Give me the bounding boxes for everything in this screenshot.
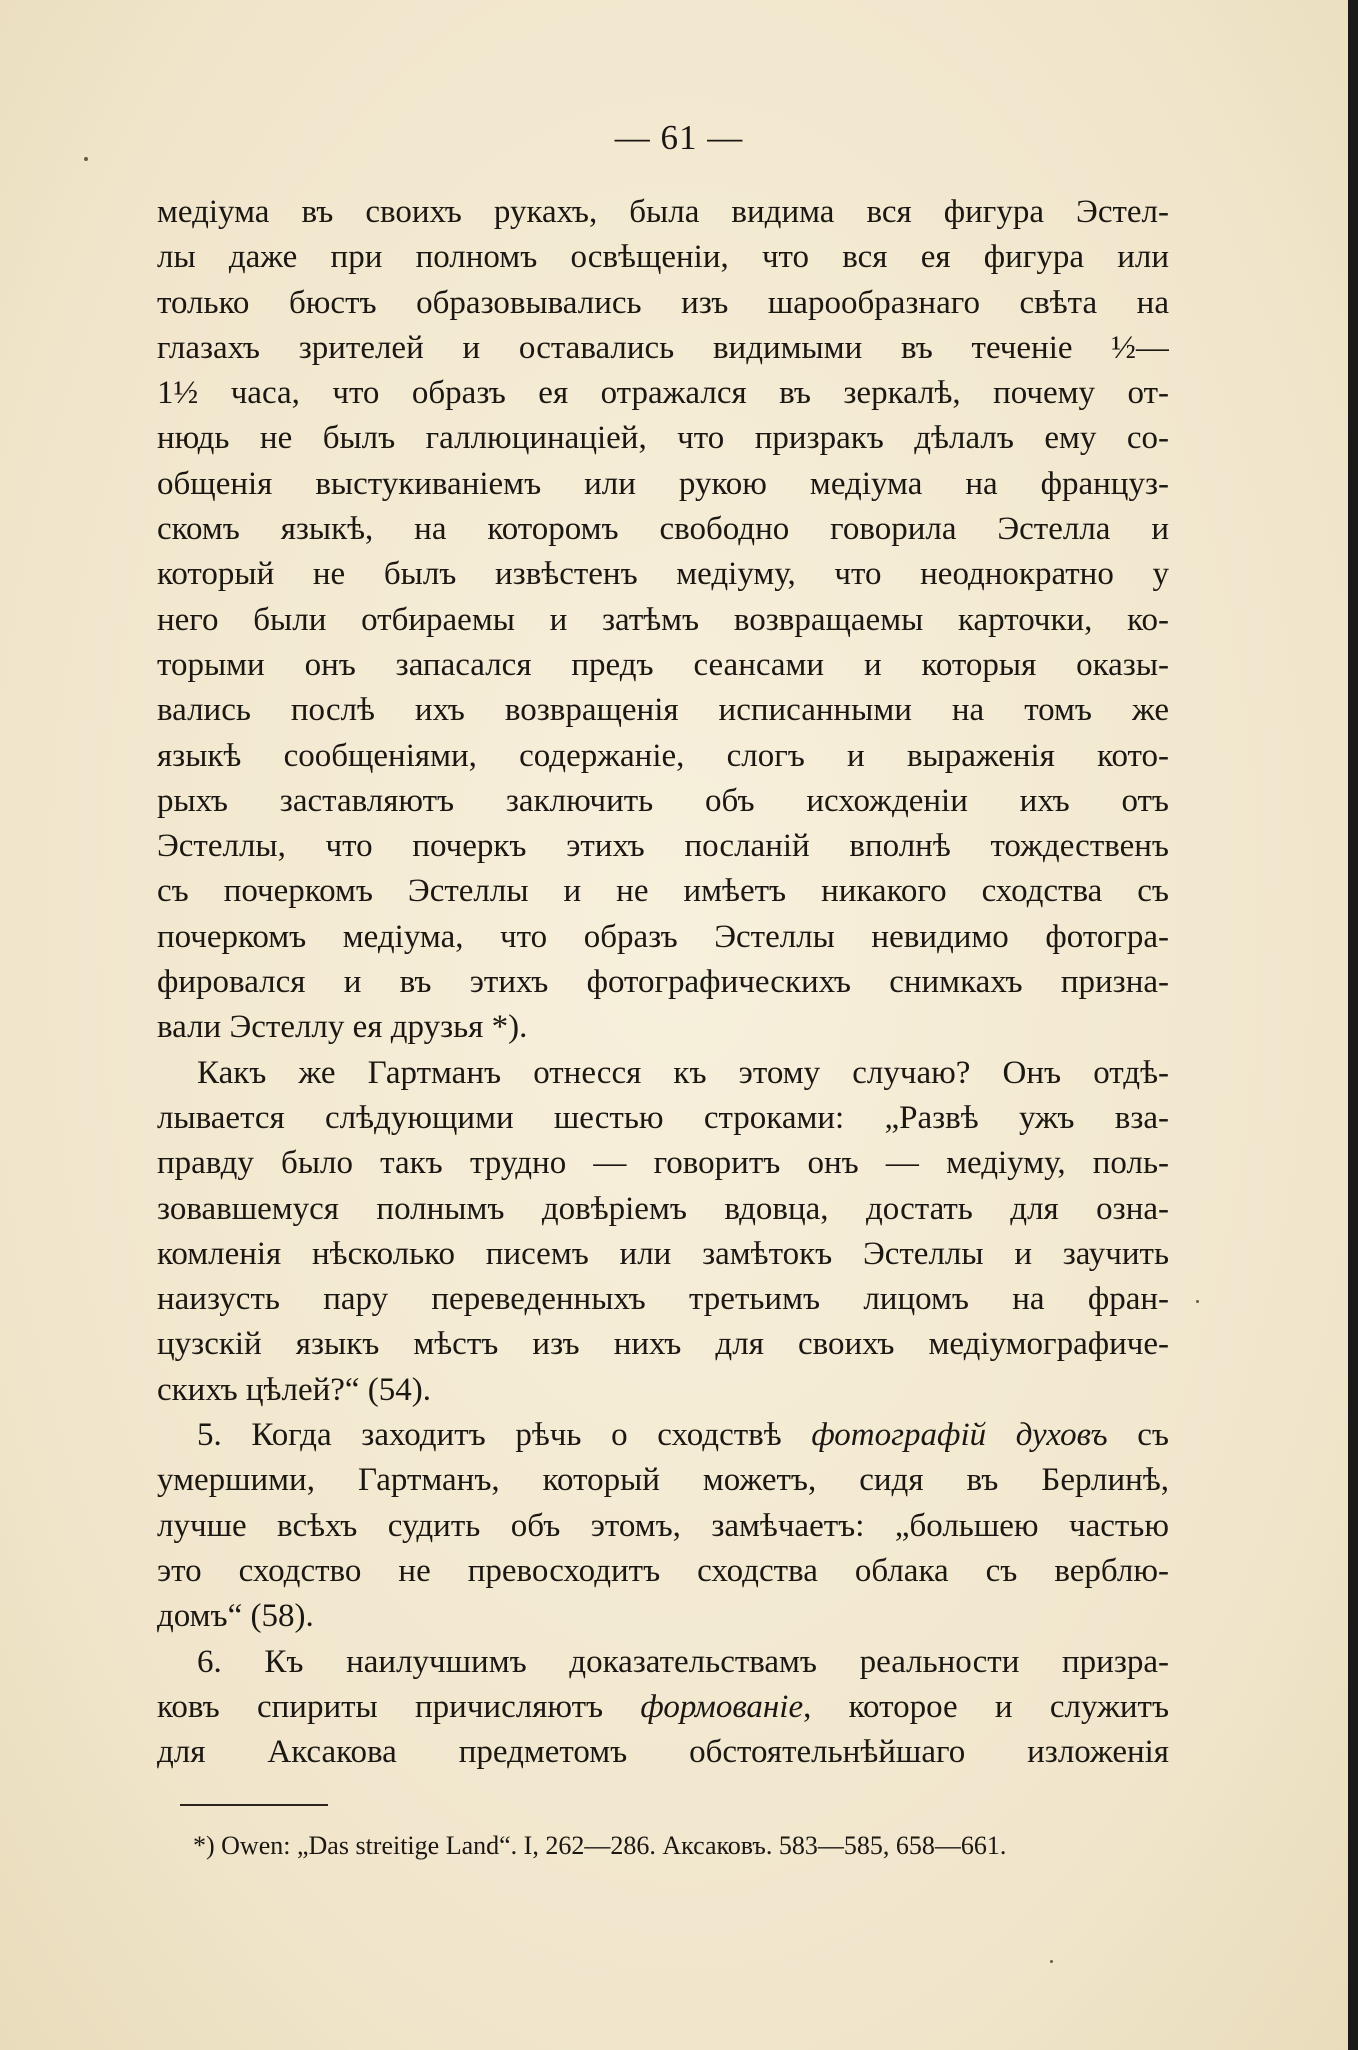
text-line: домъ“ (58). <box>157 1598 314 1635</box>
text-line <box>157 1685 1169 1730</box>
text-line: языкѣ сообщеніями, содержаніе, слогъ и выраженія кото- <box>157 737 1169 774</box>
text-line: скомъ языкѣ, на которомъ свободно говорила Эстелла и <box>157 511 1169 548</box>
text-line: общенія выстукиваніемъ или рукою медіума на француз- <box>157 465 1169 502</box>
text-line: нюдь не былъ галлюцинаціей, что призракъ дѣлалъ ему со- <box>157 420 1169 457</box>
scan-speck <box>1196 1300 1199 1303</box>
text-line: лучше всѣхъ судить объ этомъ, замѣчаетъ: „большею частью <box>157 1507 1169 1544</box>
page-number: — 61 — <box>614 118 744 157</box>
text-line: почеркомъ медіума, что образъ Эстеллы невидимо фотогра- <box>157 918 1169 955</box>
text-line: зовавшемуся полнымъ довѣріемъ вдовца, достать для озна- <box>157 1190 1169 1227</box>
text-line: рыхъ заставляютъ заключить объ исхожденіи ихъ отъ <box>157 782 1169 819</box>
text-segment: , которое и служитъ <box>803 1688 1169 1725</box>
text-line: скихъ цѣлей?“ (54). <box>157 1371 432 1408</box>
text-line: лывается слѣдующими шестью строками: „Развѣ ужъ вза- <box>157 1099 1169 1136</box>
text-line: цузскій языкъ мѣстъ изъ нихъ для своихъ медіумографиче- <box>157 1326 1169 1363</box>
text-line: торыми онъ запасался предъ сеансами и которыя оказы- <box>157 646 1169 683</box>
text-line <box>157 1413 1169 1458</box>
text-line: для Аксакова предметомъ обстоятельнѣйшаго изложенія <box>157 1734 1169 1771</box>
footnote-divider <box>180 1804 328 1806</box>
text-line: него были отбираемы и затѣмъ возвращаемы карточки, ко- <box>157 601 1169 638</box>
text-line: который не былъ извѣстенъ медіуму, что неоднократно у <box>157 556 1169 593</box>
text-line: только бюстъ образовывались изъ шарообразнаго свѣта на <box>157 284 1169 321</box>
scan-edge <box>1348 0 1358 2050</box>
text-line: Какъ же Гартманъ отнесся къ этому случаю? Онъ отдѣ- <box>197 1054 1169 1091</box>
text-line: наизусть пару переведенныхъ третьимъ лицомъ на фран- <box>157 1281 1169 1318</box>
text-line: комленія нѣсколько писемъ или замѣтокъ Эстеллы и заучить <box>157 1235 1169 1272</box>
text-line: это сходство не превосходитъ сходства облака съ верблю- <box>157 1552 1169 1589</box>
italic-term: фотографій духовъ <box>811 1417 1108 1454</box>
text-line: 1½ часа, что образъ ея отражался въ зеркалѣ, почему от- <box>157 375 1169 412</box>
text-line: Эстеллы, что почеркъ этихъ посланій вполнѣ тождественъ <box>157 828 1169 865</box>
text-line: 6. Къ наилучшимъ доказательствамъ реальности призра- <box>197 1643 1169 1680</box>
scan-speck <box>1050 1960 1053 1963</box>
footnote: *) Owen: „Das streitige Land“. I, 262—286. Аксаковъ. 583—585, 658—661. <box>193 1831 1007 1860</box>
text-line: глазахъ зрителей и оставались видимыми въ теченіе ½— <box>157 329 1169 366</box>
scan-speck <box>84 157 88 161</box>
text-segment: съ <box>1107 1417 1169 1454</box>
text-segment: ковъ спириты причисляютъ <box>157 1688 604 1725</box>
text-line: умершими, Гартманъ, который можетъ, сидя въ Берлинѣ, <box>157 1462 1169 1499</box>
text-line: лы даже при полномъ освѣщеніи, что вся ея фигура или <box>157 239 1169 276</box>
italic-term: формованіе <box>640 1688 804 1725</box>
text-line: съ почеркомъ Эстеллы и не имѣетъ никакого сходства съ <box>157 873 1169 910</box>
body-text <box>157 190 1169 1775</box>
text-line: вались послѣ ихъ возвращенія исписанными на томъ же <box>157 692 1169 729</box>
text-segment: 5. Когда заходитъ рѣчь о сходствѣ <box>197 1417 782 1454</box>
text-line: правду было такъ трудно — говоритъ онъ — медіуму, поль- <box>157 1145 1169 1182</box>
text-line: медіума въ своихъ рукахъ, была видима вся фигура Эстел- <box>157 194 1169 230</box>
text-line: вали Эстеллу ея друзья *). <box>157 1009 528 1046</box>
text-line: фировался и въ этихъ фотографическихъ снимкахъ призна- <box>157 964 1169 1001</box>
